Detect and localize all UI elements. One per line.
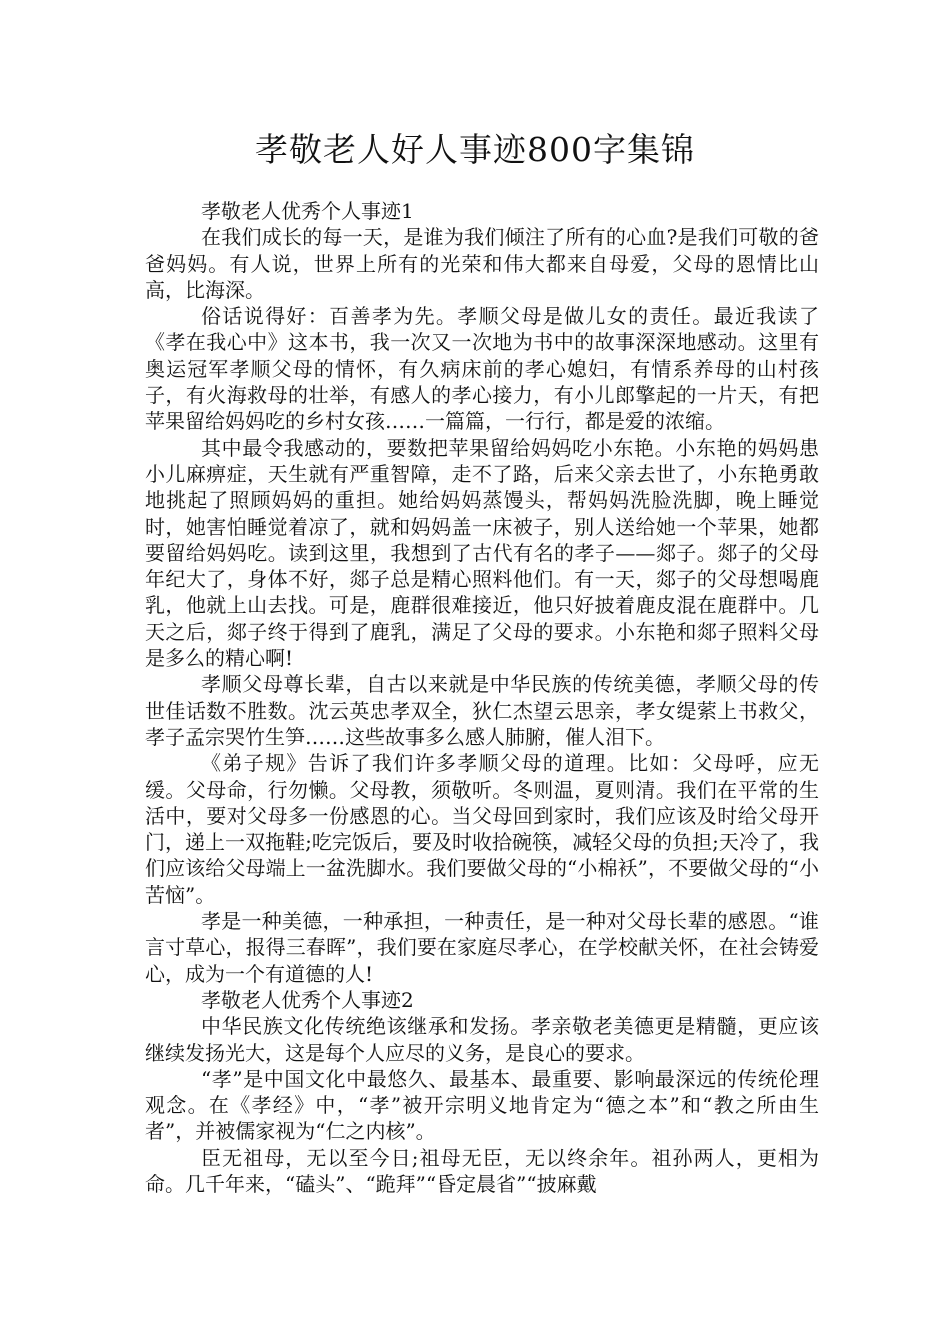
section-heading: 孝敬老人优秀个人事迹2 xyxy=(201,987,414,1012)
paragraph: 其中最令我感动的，要数把苹果留给妈妈吃小东艳。小东艳的妈妈患小儿麻痹症，天生就有严重智障，走不了路，后来父亲去世了，小东艳勇敢地挑起了照顾妈妈的重担。她给妈妈蒸馒头，帮妈妈洗脸洗脚，晚上睡觉时，她害怕睡觉着凉了，就和妈妈盖一床被子，别人送给她一个苹果，她都要留给妈妈吃。读到这里，我想到了古代有名的孝子——郯子。郯子的父母年纪大了，身体不好，郯子总是精心照料他们。有一天，郯子的父母想喝鹿乳，他就上山去找。可是，鹿群很难接近，他只好披着鹿皮混在鹿群中。几天之后，郯子终于得到了鹿乳，满足了父母的要求。小东艳和郯子照料父母是多么的精心啊! xyxy=(145,435,819,671)
paragraph: 臣无祖母，无以至今日;祖母无臣，无以终余年。祖孙两人，更相为命。几千年来，“磕头”、“跪拜”“昏定晨省”“披麻戴 xyxy=(145,1145,819,1196)
document-title: 孝敬老人好人事迹800字集锦 xyxy=(255,130,695,169)
paragraph: 《弟子规》告诉了我们许多孝顺父母的道理。比如：父母呼，应无缓。父母命，行勿懒。父母教，须敬听。冬则温，夏则清。我们在平常的生活中，要对父母多一份感恩的心。当父母回到家时，我们应该及时给父母开门，递上一双拖鞋;吃完饭后，要及时收拾碗筷，减轻父母的负担;天冷了，我们应该给父母端上一盆洗脚水。我们要做父母的“小棉袄”，不要做父母的“小苦恼”。 xyxy=(145,751,819,907)
paragraph: 孝顺父母尊长辈，自古以来就是中华民族的传统美德，孝顺父母的传世佳话数不胜数。沈云英忠孝双全，狄仁杰望云思亲，孝女缇萦上书救父，孝子孟宗哭竹生笋……这些故事多么感人肺腑，催人泪下。 xyxy=(145,672,819,749)
paragraph: 中华民族文化传统绝该继承和发扬。孝亲敬老美德更是精髓，更应该继续发扬光大，这是每个人应尽的义务，是良心的要求。 xyxy=(145,1014,819,1065)
paragraph: “孝”是中国文化中最悠久、最基本、最重要、影响最深远的传统伦理观念。在《孝经》中，“孝”被开宗明义地肯定为“德之本”和“教之所由生者”，并被儒家视为“仁之内核”。 xyxy=(145,1066,819,1144)
section-heading: 孝敬老人优秀个人事迹1 xyxy=(201,199,414,223)
paragraph: 在我们成长的每一天，是谁为我们倾注了所有的心血?是我们可敬的爸爸妈妈。有人说，世界上所有的光荣和伟大都来自母爱，父母的恩情比山高，比海深。 xyxy=(145,225,819,302)
document-body xyxy=(145,198,819,1197)
paragraph: 俗话说得好：百善孝为先。孝顺父母是做儿女的责任。最近我读了《孝在我心中》这本书，我一次又一次地为书中的故事深深地感动。这里有奥运冠军孝顺父母的情怀，有久病床前的孝心媳妇，有情系养母的山村孩子，有火海救母的壮举，有感人的孝心接力，有小儿郎擎起的一片天，有把苹果留给妈妈吃的乡村女孩……一篇篇，一行行，都是爱的浓缩。 xyxy=(145,304,819,434)
paragraph: 孝是一种美德，一种承担，一种责任，是一种对父母长辈的感恩。“谁言寸草心，报得三春晖”，我们要在家庭尽孝心，在学校献关怀，在社会铸爱心，成为一个有道德的人! xyxy=(145,909,819,986)
